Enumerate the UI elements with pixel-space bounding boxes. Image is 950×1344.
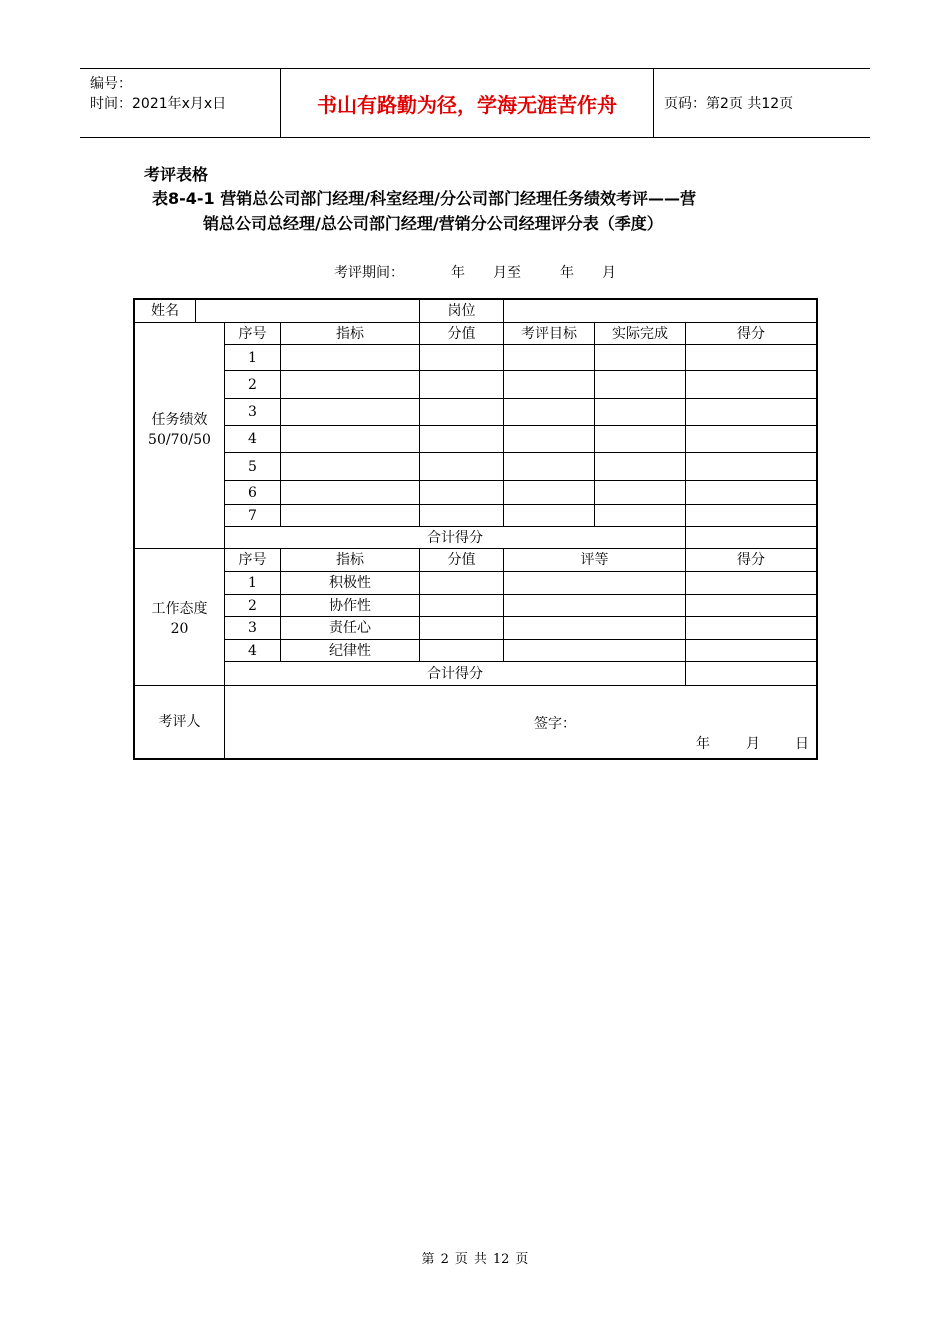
period-year2: 年: [560, 265, 574, 281]
task-header-no: 序号: [238, 325, 267, 342]
task-header-actual: 实际完成: [612, 325, 668, 342]
attitude-row-item: 责任心: [329, 620, 371, 636]
header-motto: 书山有路勤为径，学海无涯苦作舟: [281, 69, 654, 137]
attitude-row-item: 协作性: [329, 597, 371, 614]
page-footer: [0, 1248, 950, 1267]
attitude-total-score[interactable]: [686, 662, 816, 685]
footer-total-pages: 12: [492, 1252, 510, 1267]
task-row-no: 6: [248, 484, 257, 501]
sign-date-day: 日: [795, 736, 809, 752]
footer-word-ye: 页: [454, 1252, 468, 1267]
table-title-line2: 销总公司总经理/总公司部门经理/营销分公司经理评分表（季度）: [203, 214, 663, 233]
task-section-label: 任务绩效: [151, 412, 208, 428]
task-total-score[interactable]: [686, 527, 816, 548]
attitude-row-item: 纪律性: [329, 642, 371, 659]
period-year1: 年: [451, 265, 465, 281]
attitude-header-no: 序号: [238, 552, 267, 568]
task-total-label: 合计得分: [427, 529, 483, 546]
sign-date-month: 月: [746, 736, 760, 752]
header-page-info: 页码：第2页 共12页: [664, 96, 794, 112]
header-meta: [80, 69, 281, 137]
task-header-target: 考评目标: [521, 325, 577, 342]
period-label: 考评期间：: [334, 265, 404, 281]
attitude-section-weight: 20: [170, 621, 189, 637]
footer-word-di: 第: [421, 1252, 435, 1267]
post-field[interactable]: [504, 300, 816, 322]
time-label: 时间：2021年x月x日: [90, 96, 227, 112]
sign-label: 签字：: [534, 716, 576, 732]
task-header-score: 得分: [737, 325, 765, 342]
section-title: 考评表格: [144, 165, 209, 184]
task-row-no: 1: [248, 349, 257, 366]
task-section-weight: 50/70/50: [148, 432, 211, 448]
task-row-no: 3: [248, 404, 257, 420]
task-row-no: 5: [248, 458, 257, 475]
footer-word-gong: 共: [473, 1252, 487, 1267]
attitude-row-no: 2: [248, 597, 257, 614]
table-title-line1: 表8-4-1 营销总公司部门经理/科室经理/分公司部门经理任务绩效考评——营: [152, 189, 696, 208]
task-row-no: 2: [248, 376, 257, 393]
reviewer-label: 考评人: [158, 714, 201, 730]
attitude-header-points: 分值: [447, 552, 476, 568]
period-month-to: 月至: [493, 265, 521, 281]
post-label: 岗位: [447, 303, 476, 319]
score-table: [133, 298, 818, 760]
task-header-points: 分值: [447, 325, 476, 342]
footer-word-ye2: 页: [515, 1252, 529, 1267]
attitude-total-label: 合计得分: [427, 665, 483, 682]
task-row-no: 4: [248, 431, 257, 447]
attitude-header-grade: 评等: [580, 552, 609, 568]
serial-label: 编号：: [90, 76, 132, 92]
attitude-section-label: 工作态度: [151, 601, 208, 617]
name-field[interactable]: [196, 300, 419, 322]
attitude-row-no: 3: [248, 620, 257, 636]
footer-page-number: 2: [440, 1252, 449, 1267]
page-header: [80, 68, 870, 138]
task-header-indicator: 指标: [336, 325, 364, 342]
task-row-no: 7: [248, 507, 257, 524]
name-label: 姓名: [151, 303, 179, 319]
attitude-row-no: 1: [248, 575, 257, 591]
attitude-header-indicator: 指标: [336, 552, 364, 568]
period-month2: 月: [602, 265, 616, 281]
attitude-header-score: 得分: [737, 552, 765, 568]
attitude-row-item: 积极性: [329, 575, 371, 591]
attitude-row-no: 4: [248, 642, 257, 659]
sign-date-year: 年: [696, 736, 710, 752]
